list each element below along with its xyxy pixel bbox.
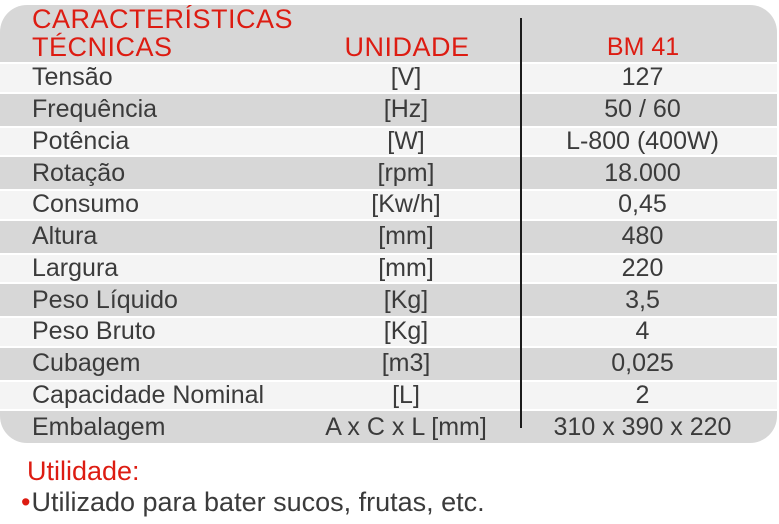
row-unit: [Kg] xyxy=(383,317,429,346)
table-row xyxy=(0,380,777,412)
table-row xyxy=(0,316,777,348)
row-label: Peso Bruto xyxy=(32,317,156,346)
table-row xyxy=(0,189,777,221)
table-row xyxy=(0,411,777,443)
table-row xyxy=(0,221,777,253)
row-unit: [L] xyxy=(392,380,420,409)
table-row xyxy=(0,126,777,158)
table-row xyxy=(0,157,777,189)
row-unit: A x C x L [mm] xyxy=(325,412,487,441)
row-value: 0,025 xyxy=(611,349,674,378)
row-value: 50 / 60 xyxy=(604,95,681,124)
row-value: 18.000 xyxy=(604,158,681,187)
bullet-marker: • xyxy=(21,487,31,517)
row-label: Consumo xyxy=(32,190,139,219)
row-unit: [mm] xyxy=(378,222,434,251)
row-value: 310 x 390 x 220 xyxy=(553,412,732,441)
row-value: 2 xyxy=(635,380,650,409)
table-row xyxy=(0,253,777,285)
row-value: 480 xyxy=(621,222,664,251)
row-unit: [W] xyxy=(387,126,425,155)
table-header xyxy=(0,5,777,62)
row-label: Cubagem xyxy=(32,349,141,378)
row-label: Altura xyxy=(32,222,98,251)
table-row xyxy=(0,348,777,380)
row-label: Tensão xyxy=(32,63,113,92)
row-unit: [m3] xyxy=(381,349,431,378)
row-unit: [Kw/h] xyxy=(371,190,441,219)
row-unit: [Kg] xyxy=(383,285,429,314)
table-title-line1: CARACTERÍSTICAS xyxy=(32,5,294,34)
row-label: Frequência xyxy=(32,95,158,124)
row-unit: [V] xyxy=(390,63,422,92)
row-value: 4 xyxy=(635,317,650,346)
row-value: 0,45 xyxy=(618,190,667,219)
table-title xyxy=(0,5,293,61)
row-value: L-800 (400W) xyxy=(566,126,719,155)
table-row xyxy=(0,62,777,94)
row-label: Potência xyxy=(32,126,130,155)
column-divider-line xyxy=(520,18,522,428)
row-label: Embalagem xyxy=(32,412,166,441)
row-label: Largura xyxy=(32,253,119,282)
row-value: 3,5 xyxy=(625,285,660,314)
table-row xyxy=(0,284,777,316)
utility-title: Utilidade: xyxy=(27,456,140,486)
row-unit: [Hz] xyxy=(383,95,429,124)
row-unit: [rpm] xyxy=(377,158,435,187)
table-body xyxy=(0,62,777,443)
utility-item xyxy=(21,487,485,517)
row-label: Rotação xyxy=(32,158,126,187)
row-value: 127 xyxy=(621,63,664,92)
model-column-header: BM 41 xyxy=(606,33,680,61)
row-label: Peso Líquido xyxy=(32,285,178,314)
row-label: Capacidade Nominal xyxy=(32,380,265,409)
utility-text: Utilizado para bater sucos, frutas, etc. xyxy=(31,487,485,517)
spec-table xyxy=(0,5,777,443)
table-row xyxy=(0,94,777,126)
row-value: 220 xyxy=(621,253,664,282)
row-unit: [mm] xyxy=(378,253,434,282)
table-title-line2: TÉCNICAS xyxy=(32,32,173,62)
unit-column-header: UNIDADE xyxy=(344,32,470,62)
